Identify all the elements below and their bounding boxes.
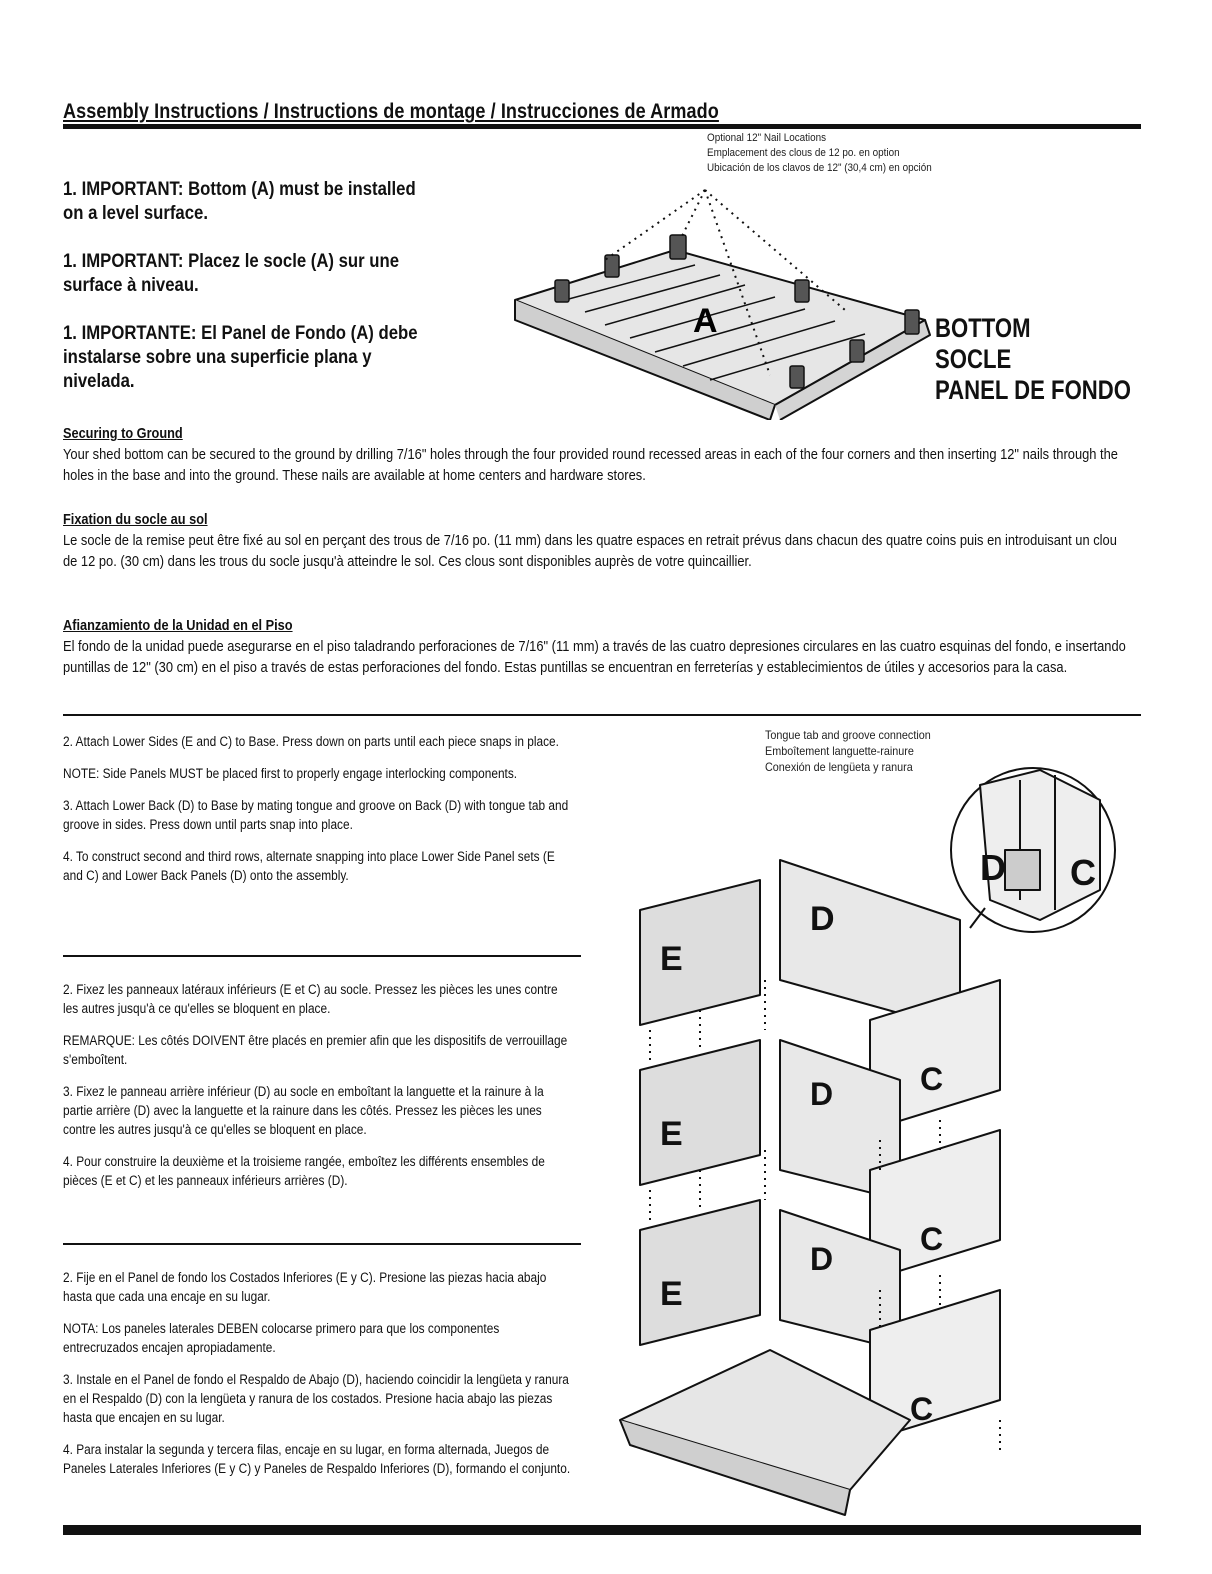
part-c-label: C [910,1391,934,1427]
corner-post [905,310,919,334]
part-e-label: E [660,1275,683,1313]
part-e-label: E [660,1115,683,1153]
steps-en [63,732,573,898]
footer-rule [63,1525,1141,1535]
important-fr: 1. IMPORTANT: Placez le socle (A) sur une surface à niveau. [63,251,400,296]
nail-location-note [707,131,932,176]
part-c-label: C [920,1061,944,1097]
tongue-note-es: Conexión de lengüeta y ranura [765,760,913,774]
tongue-note-fr: Emboîtement languette-rainure [765,744,914,758]
step-2-en: 2. Attach Lower Sides (E and C) to Base. Press down on parts until each piece snaps in place. [63,734,559,749]
tongue-note-en: Tongue tab and groove connection [765,728,931,742]
section-rule [63,714,1141,716]
step-2-es: 2. Fije en el Panel de fondo los Costados Inferiores (E y C). Presione las piezas hacia abajo hasta que cada una encaje en su lugar. [63,1270,547,1304]
corner-post [850,340,864,362]
bottom-label [935,313,1131,406]
nail-note-es: Ubicación de los clavos de 12" (30,4 cm) en opción [707,162,932,174]
page-heading: Assembly Instructions / Instructions de montage / Instrucciones de Armado [63,100,719,123]
part-a-label: A [693,302,718,340]
heading-rule [63,124,1141,129]
securing-body-es: El fondo de la unidad puede asegurarse en el piso taladrando perforaciones de 7/16" (11 mm) a través de las cuatro depresiones circulares en las cuatro esquinas del fondo, e insertando puntillas de 12" (30 cm) en el piso a través de estas perforaciones del fondo. Estas puntillas se encuentran en ferreterías y establecimientos de útiles y accesorios para la casa. [63,638,1126,676]
corner-post [555,280,569,302]
step-4-en: 4. To construct second and third rows, alternate snapping into place Lower Side Panel sets (E and C) and Lower Back Panels (D) onto the assembly. [63,849,555,883]
securing-title-fr: Fixation du socle au sol [63,511,208,528]
step-3-en: 3. Attach Lower Back (D) to Base by mating tongue and groove on Back (D) with tongue tab and groove in sides. Press down until parts snap into place. [63,798,569,832]
securing-title-en: Securing to Ground [63,425,183,442]
bottom-label-en: BOTTOM [935,313,1031,343]
note-fr: REMARQUE: Les côtés DOIVENT être placés en premier afin que les dispositifs de verrouillage s'emboîtent. [63,1033,568,1067]
detail-c-label: C [1070,852,1096,893]
step-2-fr: 2. Fixez les panneaux latéraux inférieurs (E et C) au socle. Pressez les pièces les unes contre les autres jusqu'à ce qu'elles se bloquent en place. [63,982,558,1016]
steps-es [63,1268,573,1491]
detail-d-label: D [980,847,1006,888]
bottom-label-fr: SOCLE [935,344,1012,374]
important-es: 1. IMPORTANTE: El Panel de Fondo (A) debe instalarse sobre una superficie plana y nivelada. [63,323,418,392]
nail-note-en: Optional 12" Nail Locations [707,132,827,144]
part-d-label: D [810,900,835,938]
nail-note-fr: Emplacement des clous de 12 po. en option [707,147,900,159]
corner-post [795,280,809,302]
part-c-label: C [920,1221,944,1257]
important-en: 1. IMPORTANT: Bottom (A) must be installed on a level surface. [63,179,416,224]
part-e-label: E [660,940,683,978]
securing-title-es: Afianzamiento de la Unidad en el Piso [63,617,293,634]
step-4-fr: 4. Pour construire la deuxième et la troisieme rangée, emboîtez les différents ensembles de pièces (E et C) et les panneaux inférieurs arrières (D). [63,1154,545,1188]
corner-post [790,366,804,388]
part-d-label: D [810,1076,834,1112]
assembly-diagram [600,730,1140,1520]
part-d-label: D [810,1241,834,1277]
steps-fr [63,980,573,1203]
step-4-es: 4. Para instalar la segunda y tercera filas, encaje en su lugar, en forma alternada, Juegos de Paneles Laterales Inferiores (E y C) y Paneles de Respaldo Inferiores (D), formando el conjunto. [63,1442,571,1476]
note-es: NOTA: Los paneles laterales DEBEN colocarse primero para que los componentes entrecruzados encajen apropiadamente. [63,1321,500,1355]
securing-body-fr: Le socle de la remise peut être fixé au sol en perçant des trous de 7/16 po. (11 mm) dans les quatre espaces en retrait prévus dans chacun des quatre coins puis en introduisant un clou de 12 po. (30 cm) dans les trous du socle jusqu'à atteindre le sol. Ces clous sont disponibles auprès de votre quincaillier. [63,532,1117,570]
corner-post [670,235,686,259]
lang-separator [63,955,581,957]
securing-body-en: Your shed bottom can be secured to the ground by drilling 7/16" holes through the four provided round recessed areas in each of the four corners and then inserting 12" nails through the holes in the base and into the ground. These nails are available at home centers and hardware stores. [63,446,1118,484]
bottom-label-es: PANEL DE FONDO [935,375,1132,405]
lang-separator [63,1243,581,1245]
step-3-es: 3. Instale en el Panel de fondo el Respaldo de Abajo (D), haciendo coincidir la lengüeta y ranura en el Respaldo (D) con la lengüeta y ranura de los costados. Presione hacia abajo las piezas hasta que encajen en su lugar. [63,1372,569,1425]
step-3-fr: 3. Fixez le panneau arrière inférieur (D) au socle en emboîtant la languette et la rainure à la partie arrière (D) avec la languette et la rainure dans les côtés. Pressez les pièces les unes contre les autres jusqu'à ce qu'elles se bloquent en place. [63,1084,544,1137]
bottom-base-diagram [505,180,935,420]
note-en: NOTE: Side Panels MUST be placed first to properly engage interlocking components. [63,766,518,781]
